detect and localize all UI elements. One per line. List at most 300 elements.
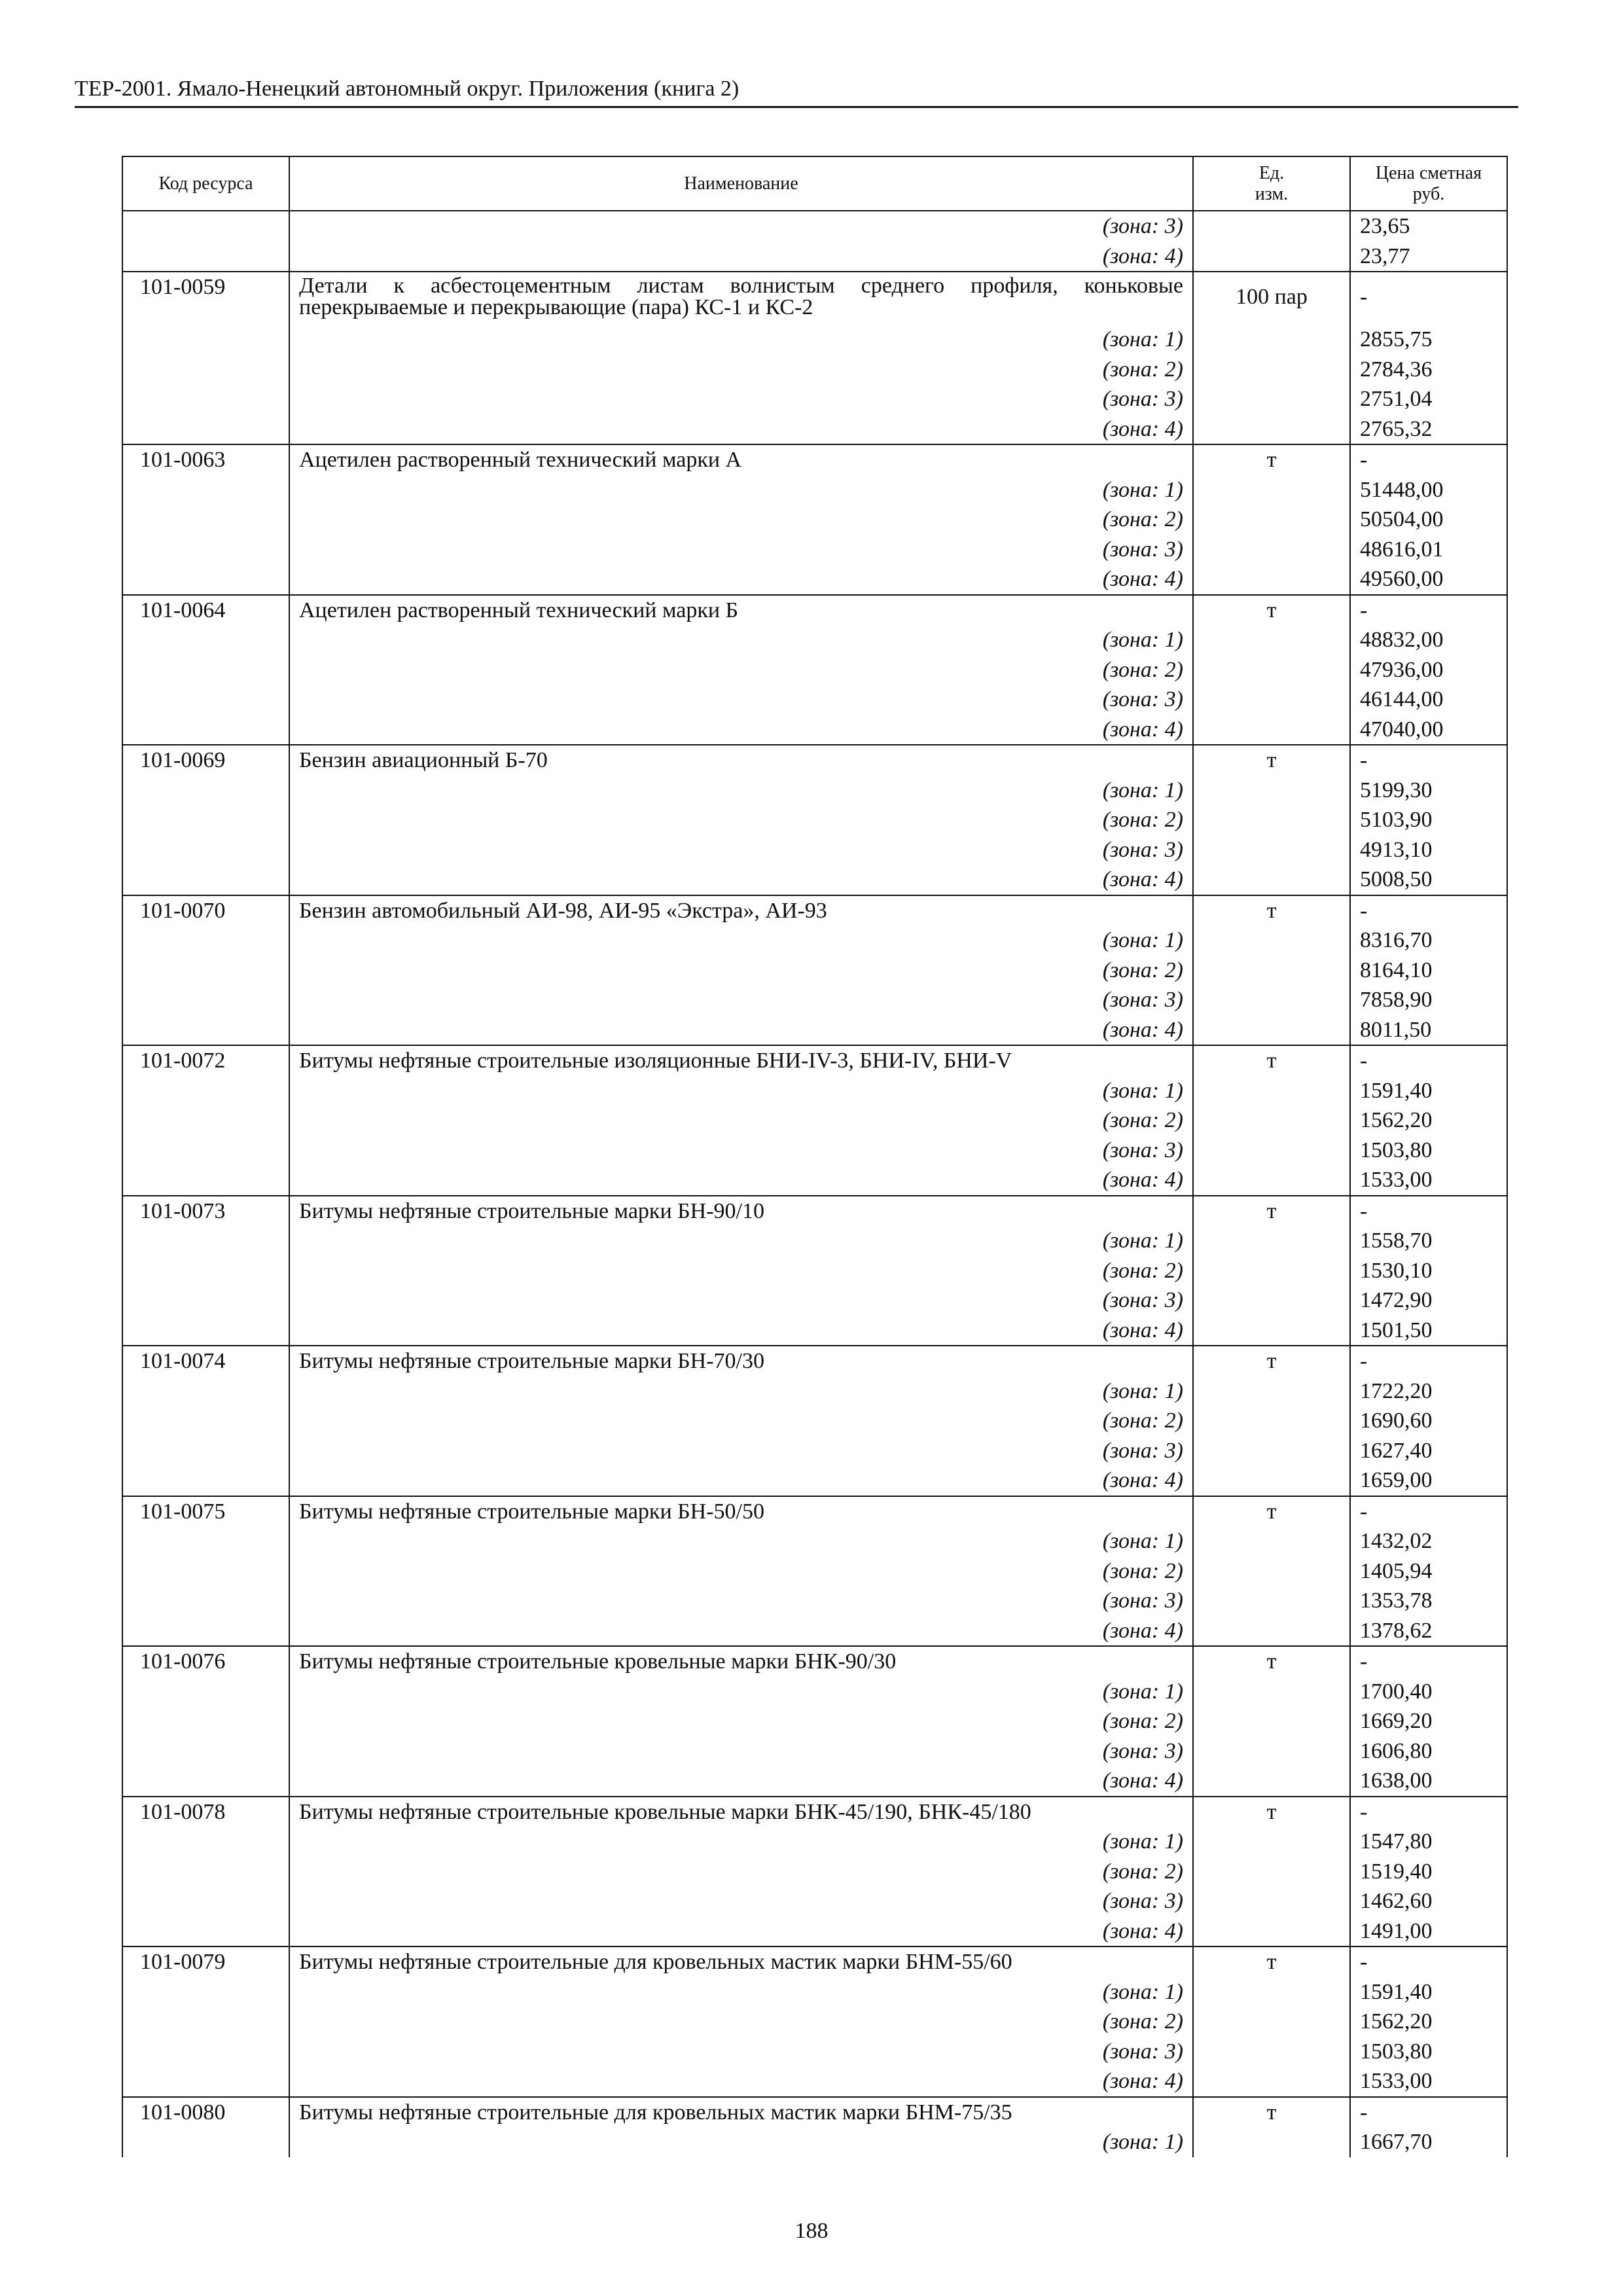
table-row — [122, 1105, 1507, 1136]
table-row — [122, 211, 1507, 242]
unit-cell — [1193, 1465, 1350, 1496]
zone-price: 23,65 — [1350, 211, 1507, 242]
unit-cell — [1193, 1015, 1350, 1046]
unit-cell — [1193, 1316, 1350, 1346]
resource-code-cell — [122, 1256, 289, 1286]
resource-code-cell — [122, 1105, 289, 1136]
zone-label: (зона: 4) — [289, 1766, 1193, 1797]
table-row — [122, 985, 1507, 1015]
zone-price: 5008,50 — [1350, 865, 1507, 895]
resource-code-cell — [122, 1827, 289, 1857]
zone-label: (зона: 2) — [289, 1857, 1193, 1887]
resource-code-cell — [122, 414, 289, 445]
resource-unit: т — [1193, 595, 1350, 626]
zone-label: (зона: 1) — [289, 776, 1193, 806]
unit-cell — [1193, 325, 1350, 355]
zone-price: 1669,20 — [1350, 1706, 1507, 1736]
zone-label: (зона: 3) — [289, 2037, 1193, 2067]
resource-code-cell — [122, 535, 289, 565]
zone-label: (зона: 3) — [289, 1586, 1193, 1616]
table-row — [122, 1766, 1507, 1797]
zone-price: 1562,20 — [1350, 2007, 1507, 2037]
zone-label: (зона: 3) — [289, 384, 1193, 414]
zone-label: (зона: 4) — [289, 1015, 1193, 1046]
zone-price: 2784,36 — [1350, 355, 1507, 385]
resource-unit: т — [1193, 895, 1350, 926]
zone-price: 8011,50 — [1350, 1015, 1507, 1046]
table-row — [122, 564, 1507, 595]
zone-price: 5103,90 — [1350, 805, 1507, 835]
table-row — [122, 1496, 1507, 1527]
zone-label: (зона: 1) — [289, 325, 1193, 355]
unit-cell — [1193, 1827, 1350, 1857]
table-row — [122, 1465, 1507, 1496]
zone-price: 4913,10 — [1350, 835, 1507, 865]
resource-code-cell — [122, 1677, 289, 1707]
unit-cell — [1193, 1526, 1350, 1556]
zone-label: (зона: 2) — [289, 1256, 1193, 1286]
zone-label: (зона: 1) — [289, 475, 1193, 505]
table-row — [122, 2037, 1507, 2067]
zone-price: 7858,90 — [1350, 985, 1507, 1015]
table-row — [122, 1646, 1507, 1677]
zone-label: (зона: 2) — [289, 655, 1193, 685]
resource-base-price: - — [1350, 1946, 1507, 1977]
table-row — [122, 745, 1507, 776]
zone-label: (зона: 3) — [289, 1886, 1193, 1916]
resource-unit: т — [1193, 2097, 1350, 2128]
zone-label: (зона: 4) — [289, 1465, 1193, 1496]
zone-label: (зона: 1) — [289, 1977, 1193, 2007]
resource-code-cell — [122, 384, 289, 414]
table-header-row — [122, 156, 1507, 211]
table-row — [122, 1226, 1507, 1256]
unit-cell — [1193, 384, 1350, 414]
zone-label: (зона: 4) — [289, 715, 1193, 745]
unit-cell — [1193, 715, 1350, 745]
resource-code: 101-0063 — [122, 444, 289, 475]
column-header-price: Цена сметная руб. — [1350, 156, 1507, 211]
resource-code-cell — [122, 925, 289, 956]
zone-price: 5199,30 — [1350, 776, 1507, 806]
zone-price: 8164,10 — [1350, 956, 1507, 986]
zone-price: 1659,00 — [1350, 1465, 1507, 1496]
table-row — [122, 1045, 1507, 1076]
resource-name: Битумы нефтяные строительные марки БН-90/10 — [289, 1196, 1193, 1227]
zone-price: 1533,00 — [1350, 1165, 1507, 1196]
table-row — [122, 355, 1507, 385]
zone-price: 51448,00 — [1350, 475, 1507, 505]
table-row — [122, 1827, 1507, 1857]
unit-cell — [1193, 535, 1350, 565]
table-row — [122, 1736, 1507, 1767]
resource-code-cell — [122, 805, 289, 835]
unit-cell — [1193, 2066, 1350, 2097]
zone-label: (зона: 1) — [289, 1376, 1193, 1407]
unit-cell — [1193, 1977, 1350, 2007]
resource-name: Битумы нефтяные строительные изоляционные БНИ-IV-3, БНИ-IV, БНИ-V — [289, 1045, 1193, 1076]
unit-cell — [1193, 655, 1350, 685]
unit-cell — [1193, 1706, 1350, 1736]
resource-code: 101-0059 — [122, 272, 289, 325]
zone-label: (зона: 4) — [289, 1316, 1193, 1346]
zone-price: 1462,60 — [1350, 1886, 1507, 1916]
zone-label: (зона: 2) — [289, 2007, 1193, 2037]
resource-base-price: - — [1350, 1196, 1507, 1227]
resource-base-price: - — [1350, 595, 1507, 626]
table-row — [122, 1946, 1507, 1977]
table-row — [122, 1015, 1507, 1046]
table-row — [122, 1406, 1507, 1436]
unit-cell — [1193, 1406, 1350, 1436]
resource-unit: т — [1193, 1496, 1350, 1527]
table-row — [122, 384, 1507, 414]
zone-label: (зона: 1) — [289, 1827, 1193, 1857]
resource-code-cell — [122, 1165, 289, 1196]
table-row — [122, 625, 1507, 655]
unit-cell — [1193, 1105, 1350, 1136]
resource-name: Бензин авиационный Б-70 — [289, 745, 1193, 776]
zone-label: (зона: 4) — [289, 865, 1193, 895]
unit-cell — [1193, 242, 1350, 272]
table-row — [122, 535, 1507, 565]
resource-code-cell — [122, 355, 289, 385]
unit-cell — [1193, 1616, 1350, 1647]
zone-label: (зона: 3) — [289, 1736, 1193, 1767]
unit-cell — [1193, 1586, 1350, 1616]
zone-price: 1591,40 — [1350, 1977, 1507, 2007]
table-row — [122, 1706, 1507, 1736]
table-row — [122, 956, 1507, 986]
table-row — [122, 1797, 1507, 1827]
table-row — [122, 2007, 1507, 2037]
zone-price: 48616,01 — [1350, 535, 1507, 565]
zone-label: (зона: 4) — [289, 242, 1193, 272]
zone-price: 1378,62 — [1350, 1616, 1507, 1647]
table-body — [122, 211, 1507, 2157]
unit-cell — [1193, 835, 1350, 865]
zone-label: (зона: 2) — [289, 1105, 1193, 1136]
resource-code-cell — [122, 655, 289, 685]
unit-cell — [1193, 1226, 1350, 1256]
zone-price: 48832,00 — [1350, 625, 1507, 655]
table-row — [122, 1376, 1507, 1407]
resource-code: 101-0078 — [122, 1797, 289, 1827]
zone-label: (зона: 1) — [289, 1076, 1193, 1106]
table-row — [122, 685, 1507, 715]
table-row — [122, 1916, 1507, 1947]
zone-price: 1519,40 — [1350, 1857, 1507, 1887]
table-row — [122, 505, 1507, 535]
zone-label: (зона: 1) — [289, 625, 1193, 655]
page-header — [75, 72, 1518, 108]
zone-price: 1627,40 — [1350, 1436, 1507, 1466]
zone-label: (зона: 4) — [289, 1616, 1193, 1647]
unit-cell — [1193, 414, 1350, 445]
table-row — [122, 414, 1507, 445]
unit-cell — [1193, 1916, 1350, 1947]
table-row — [122, 475, 1507, 505]
zone-label: (зона: 2) — [289, 956, 1193, 986]
resource-code-cell — [122, 1977, 289, 2007]
zone-price: 1503,80 — [1350, 1136, 1507, 1166]
resource-code-cell — [122, 1706, 289, 1736]
zone-price: 47040,00 — [1350, 715, 1507, 745]
resource-code: 101-0074 — [122, 1346, 289, 1376]
table-row — [122, 776, 1507, 806]
zone-label: (зона: 3) — [289, 535, 1193, 565]
zone-price: 1547,80 — [1350, 1827, 1507, 1857]
resource-base-price: - — [1350, 1496, 1507, 1527]
table-row — [122, 1586, 1507, 1616]
unit-cell — [1193, 625, 1350, 655]
table-row — [122, 835, 1507, 865]
resource-code: 101-0072 — [122, 1045, 289, 1076]
resource-code: 101-0069 — [122, 745, 289, 776]
unit-cell — [1193, 1436, 1350, 1466]
resource-code-cell — [122, 1076, 289, 1106]
resource-code-cell — [122, 211, 289, 242]
resource-name: Ацетилен растворенный технический марки Б — [289, 595, 1193, 626]
zone-price: 2855,75 — [1350, 325, 1507, 355]
resource-code-cell — [122, 2066, 289, 2097]
resource-code-cell — [122, 505, 289, 535]
zone-price: 50504,00 — [1350, 505, 1507, 535]
resource-unit: т — [1193, 444, 1350, 475]
unit-cell — [1193, 776, 1350, 806]
zone-price: 47936,00 — [1350, 655, 1507, 685]
resource-code-cell — [122, 2037, 289, 2067]
resource-code-cell — [122, 1136, 289, 1166]
unit-cell — [1193, 1285, 1350, 1316]
resource-code-cell — [122, 475, 289, 505]
table-row — [122, 1886, 1507, 1916]
zone-label: (зона: 3) — [289, 211, 1193, 242]
resource-name: Битумы нефтяные строительные кровельные марки БНК-45/190, БНК-45/180 — [289, 1797, 1193, 1827]
zone-price: 49560,00 — [1350, 564, 1507, 595]
table-row — [122, 1556, 1507, 1587]
resource-code-cell — [122, 865, 289, 895]
table-row — [122, 1346, 1507, 1376]
table-row — [122, 325, 1507, 355]
table-row — [122, 925, 1507, 956]
table-row — [122, 1857, 1507, 1887]
table-row — [122, 1196, 1507, 1227]
resource-code-cell — [122, 1526, 289, 1556]
resource-code-cell — [122, 1857, 289, 1887]
table-row — [122, 1256, 1507, 1286]
zone-price: 1353,78 — [1350, 1586, 1507, 1616]
table-row — [122, 895, 1507, 926]
resource-base-price: - — [1350, 1646, 1507, 1677]
zone-label: (зона: 3) — [289, 685, 1193, 715]
resource-code-cell — [122, 1886, 289, 1916]
zone-price: 1530,10 — [1350, 1256, 1507, 1286]
table-row — [122, 1526, 1507, 1556]
resource-code: 101-0073 — [122, 1196, 289, 1227]
resource-code-cell — [122, 1376, 289, 1407]
table-row — [122, 242, 1507, 272]
resource-name: Битумы нефтяные строительные для кровельных мастик марки БНМ-55/60 — [289, 1946, 1193, 1977]
table-row — [122, 1436, 1507, 1466]
resource-base-price: - — [1350, 895, 1507, 926]
zone-price: 1432,02 — [1350, 1526, 1507, 1556]
unit-cell — [1193, 211, 1350, 242]
resource-code-cell — [122, 1015, 289, 1046]
zone-label: (зона: 3) — [289, 835, 1193, 865]
unit-cell — [1193, 1165, 1350, 1196]
resource-code-cell — [122, 564, 289, 595]
zone-label: (зона: 1) — [289, 1526, 1193, 1556]
resource-name: Бензин автомобильный АИ-98, АИ-95 «Экстра», АИ-93 — [289, 895, 1193, 926]
resource-code-cell — [122, 1436, 289, 1466]
unit-cell — [1193, 1886, 1350, 1916]
resource-unit: т — [1193, 1196, 1350, 1227]
zone-price: 23,77 — [1350, 242, 1507, 272]
unit-cell — [1193, 564, 1350, 595]
column-header-name: Наименование — [289, 156, 1193, 211]
resource-name: Битумы нефтяные строительные для кровельных мастик марки БНМ-75/35 — [289, 2097, 1193, 2128]
resource-code-cell — [122, 2127, 289, 2157]
price-table — [122, 156, 1508, 2157]
unit-cell — [1193, 505, 1350, 535]
table-row — [122, 805, 1507, 835]
table-row — [122, 715, 1507, 745]
zone-label: (зона: 2) — [289, 1556, 1193, 1587]
resource-name: Битумы нефтяные строительные марки БН-70/30 — [289, 1346, 1193, 1376]
unit-cell — [1193, 1677, 1350, 1707]
unit-cell — [1193, 1766, 1350, 1797]
resource-code-cell — [122, 2007, 289, 2037]
zone-label: (зона: 4) — [289, 414, 1193, 445]
zone-price: 1638,00 — [1350, 1766, 1507, 1797]
resource-code-cell — [122, 242, 289, 272]
unit-cell — [1193, 1736, 1350, 1767]
resource-base-price: - — [1350, 1797, 1507, 1827]
resource-code-cell — [122, 1616, 289, 1647]
table-row — [122, 1316, 1507, 1346]
unit-cell — [1193, 685, 1350, 715]
zone-label: (зона: 3) — [289, 985, 1193, 1015]
unit-cell — [1193, 956, 1350, 986]
zone-label: (зона: 3) — [289, 1136, 1193, 1166]
table-row — [122, 1136, 1507, 1166]
unit-cell — [1193, 1256, 1350, 1286]
zone-price: 1491,00 — [1350, 1916, 1507, 1947]
resource-base-price: - — [1350, 1045, 1507, 1076]
table-row — [122, 1165, 1507, 1196]
zone-price: 2751,04 — [1350, 384, 1507, 414]
table-row — [122, 2066, 1507, 2097]
unit-cell — [1193, 2127, 1350, 2157]
zone-price: 1472,90 — [1350, 1285, 1507, 1316]
resource-code-cell — [122, 1736, 289, 1767]
zone-label: (зона: 4) — [289, 1165, 1193, 1196]
unit-cell — [1193, 355, 1350, 385]
unit-cell — [1193, 1076, 1350, 1106]
resource-code-cell — [122, 625, 289, 655]
document-title: ТЕР-2001. Ямало-Ненецкий автономный округ. Приложения (книга 2) — [75, 77, 740, 101]
zone-label: (зона: 3) — [289, 1285, 1193, 1316]
zone-price: 1501,50 — [1350, 1316, 1507, 1346]
resource-code-cell — [122, 685, 289, 715]
resource-code: 101-0080 — [122, 2097, 289, 2128]
zone-price: 1533,00 — [1350, 2066, 1507, 2097]
zone-label: (зона: 1) — [289, 1677, 1193, 1707]
zone-price: 1558,70 — [1350, 1226, 1507, 1256]
column-header-unit: Ед. изм. — [1193, 156, 1350, 211]
page-number: 188 — [794, 2219, 829, 2243]
resource-unit: т — [1193, 1045, 1350, 1076]
zone-price: 1722,20 — [1350, 1376, 1507, 1407]
resource-unit: т — [1193, 1797, 1350, 1827]
zone-price: 1667,70 — [1350, 2127, 1507, 2157]
resource-code: 101-0070 — [122, 895, 289, 926]
resource-code: 101-0076 — [122, 1646, 289, 1677]
unit-cell — [1193, 1556, 1350, 1587]
zone-label: (зона: 4) — [289, 2066, 1193, 2097]
table-row — [122, 2097, 1507, 2128]
zone-label: (зона: 4) — [289, 1916, 1193, 1947]
resource-code-cell — [122, 1766, 289, 1797]
resource-name: Детали к асбестоцементным листам волнистым среднего профиля, коньковые перекрываемые и перекрывающие (пара) КС-1 и КС-2 — [289, 272, 1193, 325]
table-row — [122, 865, 1507, 895]
zone-label: (зона: 2) — [289, 355, 1193, 385]
table-row — [122, 1616, 1507, 1647]
resource-unit: т — [1193, 745, 1350, 776]
resource-code: 101-0075 — [122, 1496, 289, 1527]
zone-label: (зона: 2) — [289, 1706, 1193, 1736]
table-row — [122, 272, 1507, 325]
resource-code-cell — [122, 1406, 289, 1436]
resource-code-cell — [122, 835, 289, 865]
resource-code-cell — [122, 985, 289, 1015]
zone-price: 2765,32 — [1350, 414, 1507, 445]
zone-label: (зона: 3) — [289, 1436, 1193, 1466]
zone-label: (зона: 1) — [289, 1226, 1193, 1256]
zone-label: (зона: 1) — [289, 925, 1193, 956]
unit-cell — [1193, 865, 1350, 895]
table-row — [122, 1076, 1507, 1106]
resource-code-cell — [122, 1316, 289, 1346]
resource-code: 101-0079 — [122, 1946, 289, 1977]
zone-label: (зона: 1) — [289, 2127, 1193, 2157]
unit-cell — [1193, 1857, 1350, 1887]
unit-cell — [1193, 2037, 1350, 2067]
resource-code: 101-0064 — [122, 595, 289, 626]
table-row — [122, 595, 1507, 626]
zone-price: 8316,70 — [1350, 925, 1507, 956]
resource-code-cell — [122, 776, 289, 806]
unit-cell — [1193, 475, 1350, 505]
unit-cell — [1193, 2007, 1350, 2037]
zone-price: 1700,40 — [1350, 1677, 1507, 1707]
resource-code-cell — [122, 956, 289, 986]
resource-base-price: - — [1350, 745, 1507, 776]
zone-price: 46144,00 — [1350, 685, 1507, 715]
resource-code-cell — [122, 1916, 289, 1947]
unit-cell — [1193, 925, 1350, 956]
zone-price: 1690,60 — [1350, 1406, 1507, 1436]
resource-code-cell — [122, 1556, 289, 1587]
resource-code-cell — [122, 1285, 289, 1316]
resource-code-cell — [122, 1465, 289, 1496]
zone-label: (зона: 2) — [289, 505, 1193, 535]
resource-code-cell — [122, 1586, 289, 1616]
zone-price: 1405,94 — [1350, 1556, 1507, 1587]
unit-cell — [1193, 805, 1350, 835]
resource-base-price: - — [1350, 444, 1507, 475]
